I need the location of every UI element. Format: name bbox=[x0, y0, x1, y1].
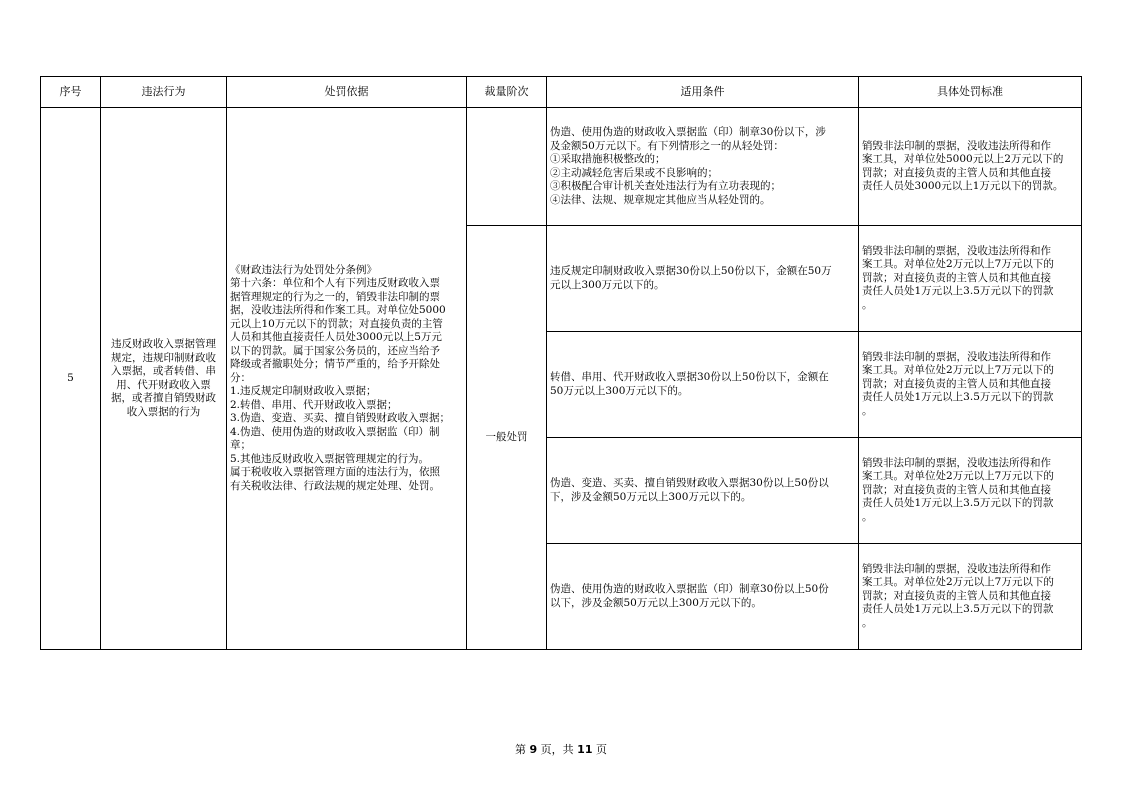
header-row bbox=[41, 77, 1082, 108]
header-seq: 序号 bbox=[41, 77, 101, 108]
header-basis: 处罚依据 bbox=[227, 77, 467, 108]
cell-condition: 伪造、变造、买卖、擅自销毁财政收入票据30份以上50份以 下，涉及金额50万元以上300万元以下的。 bbox=[547, 438, 859, 544]
header-level: 裁量阶次 bbox=[467, 77, 547, 108]
cell-standard: 销毁非法印制的票据，没收违法所得和作 案工具。对单位处2万元以上7万元以下的 罚款；对直接负责的主管人员和其他直接 责任人员处1万元以上3.5万元以下的罚款 。 bbox=[859, 544, 1082, 650]
footer-mid: 页，共 bbox=[540, 743, 574, 756]
cell-standard: 销毁非法印制的票据，没收违法所得和作 案工具。对单位处2万元以上7万元以下的 罚款；对直接负责的主管人员和其他直接 责任人员处1万元以上3.5万元以下的罚款 。 bbox=[859, 332, 1082, 438]
footer-total-pages: 11 bbox=[577, 743, 593, 756]
header-standard: 具体处罚标准 bbox=[859, 77, 1082, 108]
footer-suffix: 页 bbox=[595, 743, 607, 756]
footer-prefix: 第 bbox=[515, 743, 527, 756]
cell-basis: 《财政违法行为处罚处分条例》 第十六条：单位和个人有下列违反财政收入票 据管理规定的行为之一的，销毁非法印制的票 据，没收违法所得和作案工具。对单位处5000 元以上10万元以下的罚款；对直接负责的主管 人员和其他直接责任人员处3000元以上5万元 以下的罚款。属于国家公务员的，还应当给予 降级或者撤职处分；情节严重的，给予开除处 分： 1.违反规定印制财政收入票据； 2.转借、串用、代开财政收入票据； 3.伪造、变造、买卖、擅自销毁财政收入票据； 4.伪造、使用伪造的财政收入票据监（印）制 章； 5.其他违反财政收入票据管理规定的行为。 属于税收收入票据管理方面的违法行为，依照 有关税收法律、行政法规的规定处理、处罚。 bbox=[227, 108, 467, 650]
header-condition: 适用条件 bbox=[547, 77, 859, 108]
cell-standard: 销毁非法印制的票据，没收违法所得和作 案工具。对单位处2万元以上7万元以下的 罚款；对直接负责的主管人员和其他直接 责任人员处1万元以上3.5万元以下的罚款 。 bbox=[859, 438, 1082, 544]
cell-level-general: 一般处罚 bbox=[467, 226, 547, 650]
cell-seq: 5 bbox=[41, 108, 101, 650]
cell-level-empty bbox=[467, 108, 547, 226]
page-footer bbox=[0, 741, 1122, 757]
cell-condition: 伪造、使用伪造的财政收入票据监（印）制章30份以下，涉 及金额50万元以下。有下列情形之一的从轻处罚： ①采取措施积极整改的； ②主动减轻危害后果或不良影响的； ③积极配合审计机关查处违法行为有立功表现的； ④法律、法规、规章规定其他应当从轻处罚的。 bbox=[547, 108, 859, 226]
cell-standard: 销毁非法印制的票据，没收违法所得和作 案工具，对单位处5000元以上2万元以下的 罚款；对直接负责的主管人员和其他直接 责任人员处3000元以上1万元以下的罚款。 bbox=[859, 108, 1082, 226]
cell-violation: 违反财政收入票据管理 规定，违规印制财政收 入票据，或者转借、串 用、代开财政收入票 据，或者擅自销毁财政 收入票据的行为 bbox=[101, 108, 227, 650]
table-row bbox=[41, 108, 1082, 226]
cell-condition: 伪造、使用伪造的财政收入票据监（印）制章30份以上50份 以下，涉及金额50万元以上300万元以下的。 bbox=[547, 544, 859, 650]
cell-condition: 转借、串用、代开财政收入票据30份以上50份以下，金额在 50万元以上300万元以下的。 bbox=[547, 332, 859, 438]
header-violation: 违法行为 bbox=[101, 77, 227, 108]
penalty-table bbox=[40, 76, 1082, 650]
cell-standard: 销毁非法印制的票据，没收违法所得和作 案工具。对单位处2万元以上7万元以下的 罚款；对直接负责的主管人员和其他直接 责任人员处1万元以上3.5万元以下的罚款 。 bbox=[859, 226, 1082, 332]
footer-page-number: 9 bbox=[529, 743, 538, 756]
cell-condition: 违反规定印制财政收入票据30份以上50份以下，金额在50万 元以上300万元以下的。 bbox=[547, 226, 859, 332]
